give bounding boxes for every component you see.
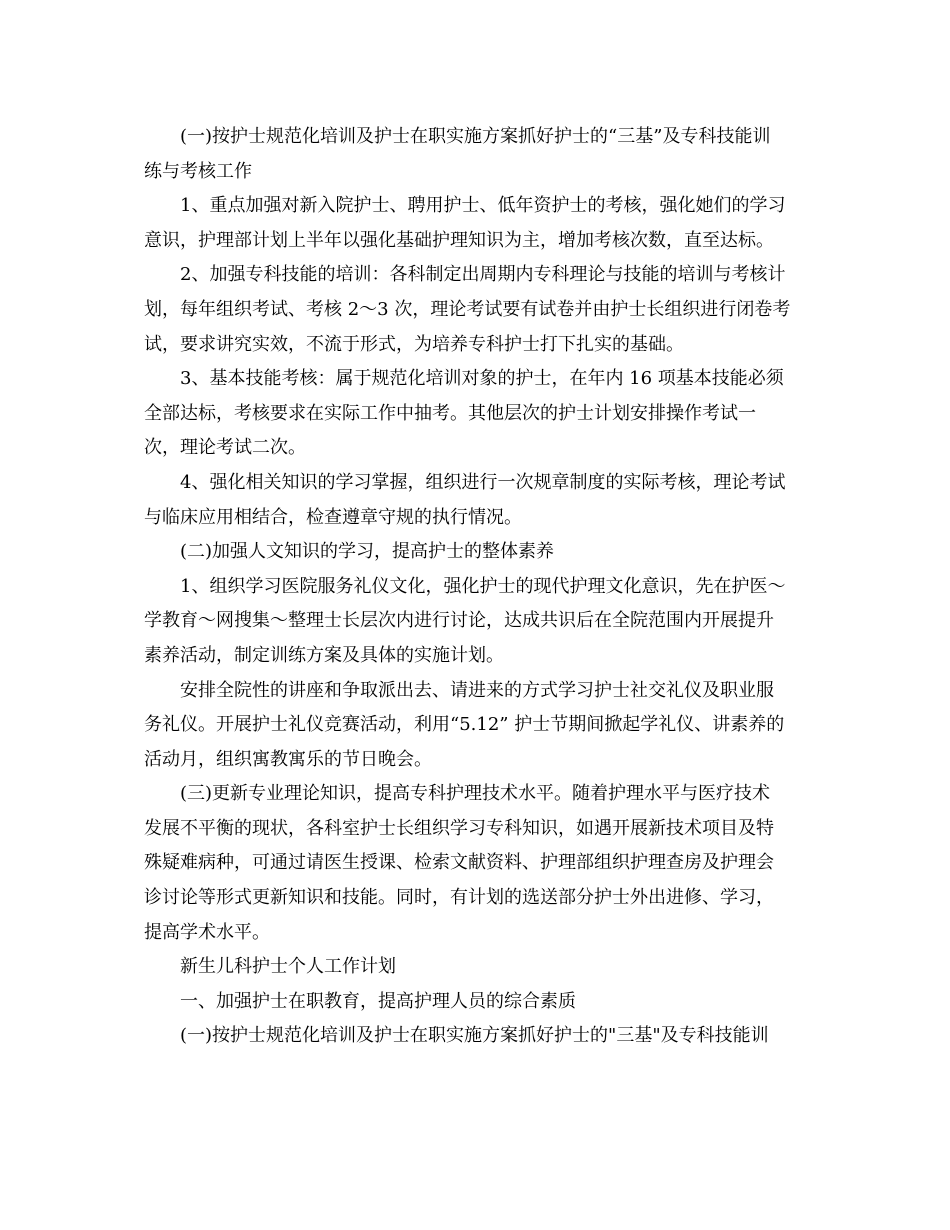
paragraph-1 xyxy=(144,120,810,189)
paragraph-8 xyxy=(144,674,810,778)
text-line: 3、基本技能考核：属于规范化培训对象的护士，在年内 16 项基本技能必须 xyxy=(180,368,784,390)
text-line: 练与考核工作 xyxy=(144,160,252,182)
text-line: 新生儿科护士个人工作计划 xyxy=(180,956,396,978)
paragraph-12 xyxy=(144,1019,810,1054)
text-line: 发展不平衡的现状，各科室护士长组织学习专科知识，如遇开展新技术项目及特 xyxy=(144,817,774,839)
text-line: 殊疑难病种，可通过请医生授课、检索文献资料、护理部组织护理查房及护理会 xyxy=(144,852,774,874)
text-line: 素养活动，制定训练方案及具体的实施计划。 xyxy=(144,644,504,666)
paragraph-4 xyxy=(144,362,810,466)
text-line: 与临床应用相结合，检查遵章守规的执行情况。 xyxy=(144,506,522,528)
paragraph-3 xyxy=(144,258,810,362)
paragraph-2 xyxy=(144,189,810,258)
text-line: 1、重点加强对新入院护士、聘用护士、低年资护士的考核，强化她们的学习 xyxy=(180,195,786,217)
text-line: (二)加强人文知识的学习，提高护士的整体素养 xyxy=(180,541,555,563)
text-line: 安排全院性的讲座和争取派出去、请进来的方式学习护士社交礼仪及职业服 xyxy=(180,679,774,701)
text-line: 诊讨论等形式更新知识和技能。同时，有计划的选送部分护士外出进修、学习， xyxy=(144,887,774,909)
paragraph-5 xyxy=(144,466,810,535)
paragraph-7 xyxy=(144,570,810,674)
text-line: 务礼仪。开展护士礼仪竞赛活动，利用“5.12” 护士节期间掀起学礼仪、讲素养的 xyxy=(144,714,785,736)
text-line: 划，每年组织考试、考核 2～3 次，理论考试要有试卷并由护士长组织进行闭卷考 xyxy=(144,298,791,320)
text-line: 活动月，组织寓教寓乐的节日晚会。 xyxy=(144,748,432,770)
text-line: (一)按护士规范化培训及护士在职实施方案抓好护士的"三基"及专科技能训 xyxy=(180,1025,769,1047)
text-line: (一)按护士规范化培训及护士在职实施方案抓好护士的“三基”及专科技能训 xyxy=(180,126,771,147)
text-line: 学教育～网搜集～整理士长层次内进行讨论，达成共识后在全院范围内开展提升 xyxy=(144,610,774,632)
text-line: 提高学术水平。 xyxy=(144,921,270,943)
text-line: 全部达标，考核要求在实际工作中抽考。其他层次的护士计划安排操作考试一 xyxy=(144,402,756,424)
text-line: 一、加强护士在职教育，提高护理人员的综合素质 xyxy=(180,990,576,1012)
text-line: 4、强化相关知识的学习掌握，组织进行一次规章制度的实际考核，理论考试 xyxy=(180,471,786,493)
document-page xyxy=(144,120,810,1054)
text-line: (三)更新专业理论知识，提高专科护理技术水平。随着护理水平与医疗技术 xyxy=(180,783,771,805)
text-line: 试，要求讲究实效，不流于形式，为培养专科护士打下扎实的基础。 xyxy=(144,333,684,355)
text-line: 意识，护理部计划上半年以强化基础护理知识为主，增加考核次数，直至达标。 xyxy=(144,229,774,251)
paragraph-9 xyxy=(144,777,810,950)
section-heading-1 xyxy=(144,985,810,1020)
document-subtitle xyxy=(144,950,810,985)
text-line: 1、组织学习医院服务礼仪文化，强化护士的现代护理文化意识，先在护医～ xyxy=(180,575,786,597)
text-line: 次，理论考试二次。 xyxy=(144,437,306,459)
text-line: 2、加强专科技能的培训：各科制定出周期内专科理论与技能的培训与考核计 xyxy=(180,264,786,286)
section-heading-2 xyxy=(144,535,810,570)
